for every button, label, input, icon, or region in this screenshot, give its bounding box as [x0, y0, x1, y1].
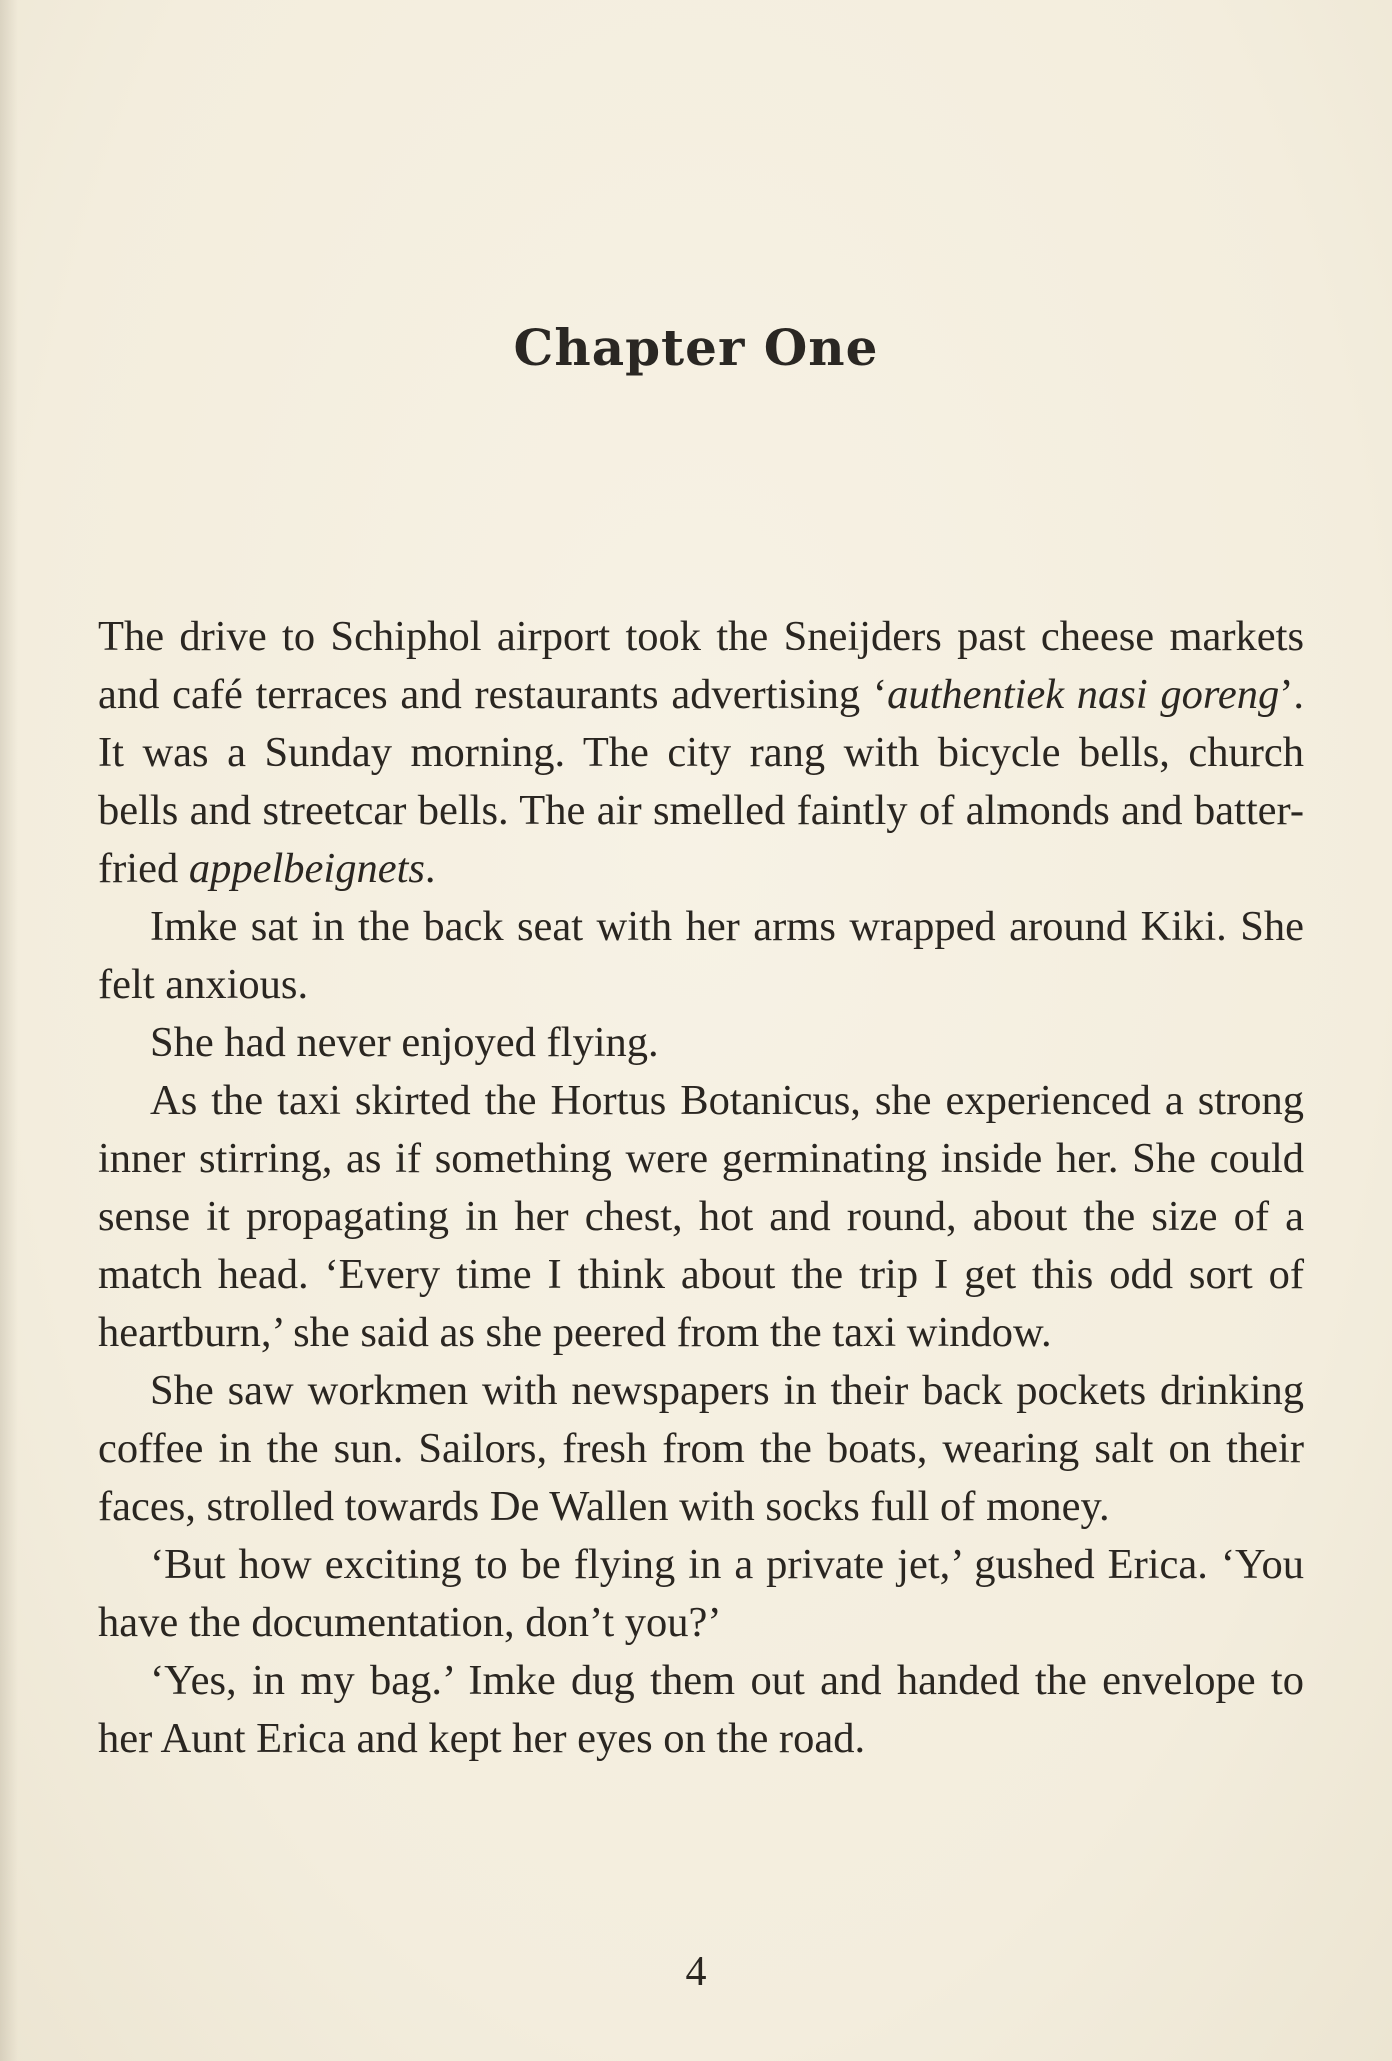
paragraph-1-text-b: ’. It was a Sunday morning. The city rang with bicycle bells, church bells and streetcar bells. The air smelled faintly of almonds and batter-fried — [98, 671, 1304, 892]
paragraph-1 — [98, 608, 1304, 898]
paragraph-7: ‘Yes, in my bag.’ Imke dug them out and handed the envelope to her Aunt Erica and kept her eyes on the road. — [98, 1657, 1304, 1762]
paragraph-6: ‘But how exciting to be flying in a private jet,’ gushed Erica. ‘You have the documentation, don’t you?’ — [98, 1541, 1304, 1646]
paragraph-1-italic-a: authentiek nasi goreng — [887, 671, 1280, 718]
paragraph-1-text-c: . — [424, 845, 436, 892]
paragraph-1-italic-b: appelbeignets — [188, 845, 425, 892]
paragraph-1-text-a: The drive to Schiphol airport took the Sneijders past cheese markets and café terraces and restaurants advertising ‘ — [98, 613, 1304, 718]
chapter-body — [98, 608, 1304, 1768]
chapter-title: Chapter One — [513, 318, 879, 377]
page-edge-shadow — [0, 0, 18, 2061]
paragraph-4: As the taxi skirted the Hortus Botanicus, she experienced a strong inner stirring, as if something were germinating inside her. She could sense it propagating in her chest, hot and round, about the size of a match head. ‘Every time I think about the trip I get this odd sort of heartburn,’ she said as she peered from the taxi window. — [98, 1077, 1304, 1356]
page-number: 4 — [685, 1949, 707, 1995]
paragraph-5: She saw workmen with newspapers in their back pockets drinking coffee in the sun. Sailors, fresh from the boats, wearing salt on their faces, strolled towards De Wallen with socks full of money. — [98, 1367, 1304, 1530]
paragraph-2: Imke sat in the back seat with her arms wrapped around Kiki. She felt anxious. — [98, 903, 1304, 1008]
paragraph-3: She had never enjoyed flying. — [150, 1019, 659, 1066]
